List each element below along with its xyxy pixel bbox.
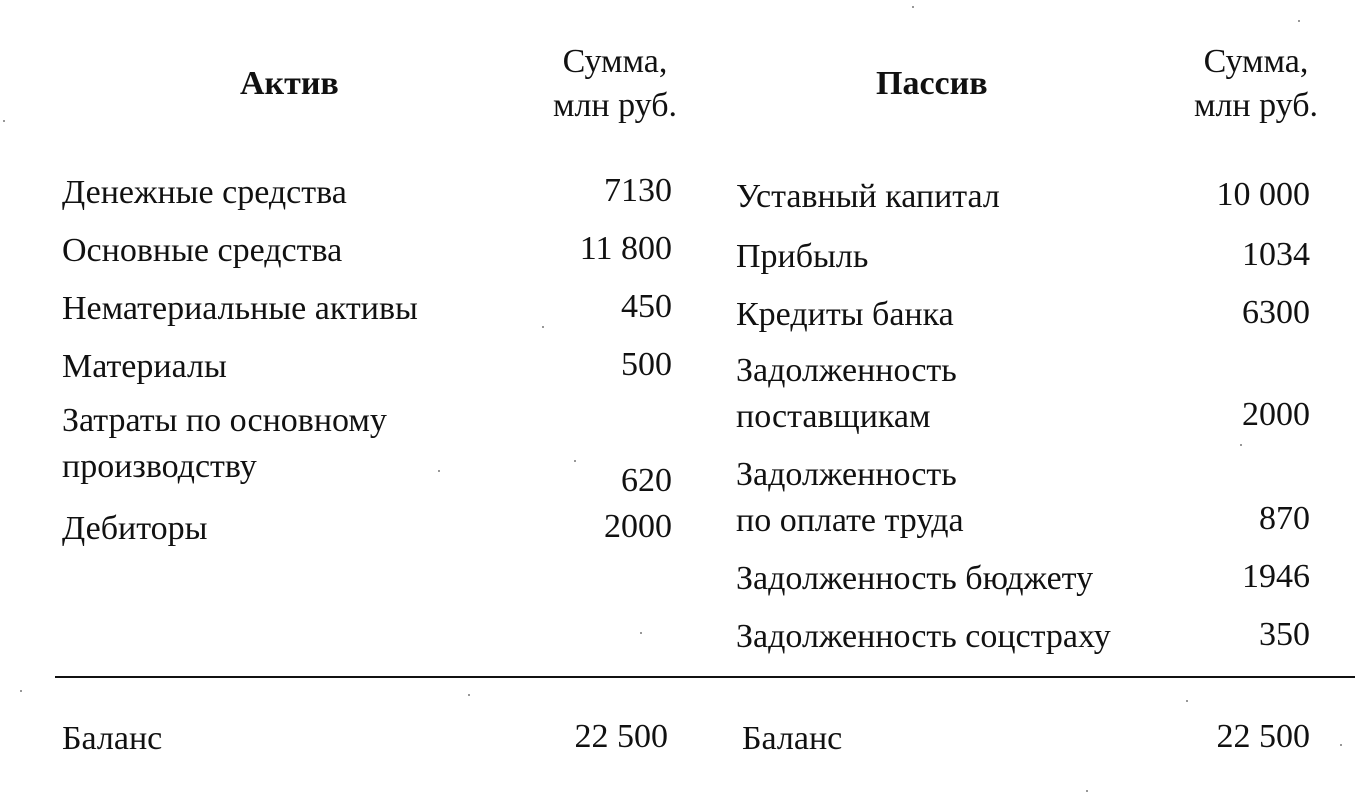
scan-speck xyxy=(542,326,544,328)
assets-sum-header xyxy=(535,40,695,128)
asset-name: Материалы xyxy=(62,348,227,385)
asset-name-line2: производству xyxy=(62,448,257,485)
liability-name: Задолженность соцстраху xyxy=(736,618,1111,655)
liability-name-line1: Задолженность xyxy=(736,352,957,389)
liability-value: 10 000 xyxy=(1216,176,1310,213)
scan-speck xyxy=(1298,20,1300,22)
asset-name: Денежные средства xyxy=(62,174,347,211)
asset-name-multiline xyxy=(62,398,387,490)
asset-value: 500 xyxy=(621,346,672,383)
scan-speck xyxy=(1340,744,1342,746)
liability-name: Задолженность бюджету xyxy=(736,560,1094,597)
liability-value: 870 xyxy=(1259,500,1310,537)
liability-value: 1034 xyxy=(1242,236,1310,273)
liabilities-sum-header-line2: млн руб. xyxy=(1193,87,1319,124)
asset-name: Дебиторы xyxy=(62,510,208,547)
liability-name-multiline xyxy=(736,452,964,544)
liability-value: 6300 xyxy=(1242,294,1310,331)
liabilities-sum-header-line1: Сумма, xyxy=(1203,43,1309,80)
scan-speck xyxy=(20,690,22,692)
liability-name-multiline xyxy=(736,348,957,440)
asset-value: 620 xyxy=(621,462,672,499)
liabilities-sum-header xyxy=(1176,40,1336,128)
liabilities-column-header: Пассив xyxy=(876,65,988,102)
asset-value: 7130 xyxy=(604,172,672,209)
liability-name-line2: поставщикам xyxy=(736,398,931,435)
liability-name: Уставный капитал xyxy=(736,178,1000,215)
assets-total-label: Баланс xyxy=(62,720,163,757)
scan-speck xyxy=(640,632,642,634)
liability-value: 350 xyxy=(1259,616,1310,653)
liabilities-total-label: Баланс xyxy=(742,720,843,757)
liability-name: Кредиты банка xyxy=(736,296,954,333)
liabilities-total-value: 22 500 xyxy=(1216,718,1310,755)
assets-column-header: Актив xyxy=(240,65,339,102)
asset-name: Нематериальные активы xyxy=(62,290,418,327)
liability-value: 2000 xyxy=(1242,396,1310,433)
scan-speck xyxy=(574,460,576,462)
asset-name-line1: Затраты по основному xyxy=(62,402,387,439)
liability-name-line1: Задолженность xyxy=(736,456,957,493)
assets-sum-header-line1: Сумма, xyxy=(562,43,668,80)
scan-speck xyxy=(912,6,914,8)
liability-value: 1946 xyxy=(1242,558,1310,595)
asset-value: 450 xyxy=(621,288,672,325)
asset-name: Основные средства xyxy=(62,232,343,269)
assets-total-value: 22 500 xyxy=(574,718,668,755)
asset-value: 2000 xyxy=(604,508,672,545)
scan-speck xyxy=(438,470,440,472)
scan-speck xyxy=(1086,790,1088,792)
scan-speck xyxy=(3,120,5,122)
scan-speck xyxy=(1186,700,1188,702)
scan-speck xyxy=(1240,444,1242,446)
liability-name-line2: по оплате труда xyxy=(736,502,964,539)
assets-sum-header-line2: млн руб. xyxy=(552,87,678,124)
asset-value: 11 800 xyxy=(579,230,672,267)
scan-speck xyxy=(468,694,470,696)
liability-name: Прибыль xyxy=(736,238,869,275)
table-divider xyxy=(55,676,1355,678)
